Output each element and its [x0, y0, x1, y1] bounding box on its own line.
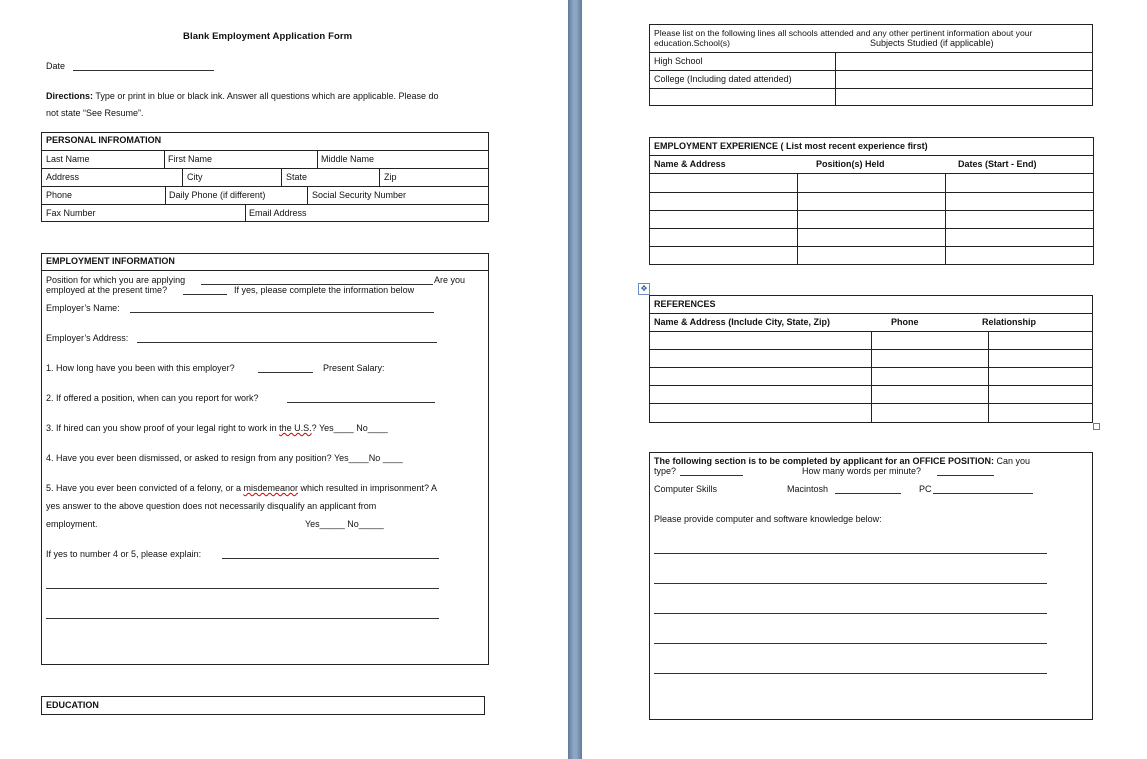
- are-you-label: Are you: [434, 275, 466, 285]
- type-label: type?: [654, 466, 677, 476]
- col-divider: [307, 186, 308, 204]
- explain-input-2[interactable]: [46, 588, 439, 589]
- knowledge-input-5[interactable]: [654, 673, 1047, 674]
- row-divider: [649, 210, 1094, 211]
- wpm-input[interactable]: [937, 475, 994, 476]
- experience-col-position: Position(s) Held: [816, 159, 885, 169]
- date-field[interactable]: [73, 70, 214, 71]
- row-divider: [41, 186, 489, 187]
- knowledge-input-3[interactable]: [654, 613, 1047, 614]
- question-4[interactable]: 4. Have you ever been dismissed, or asked to resign from any position? Yes____No ____: [46, 453, 403, 463]
- row-divider: [649, 192, 1094, 193]
- knowledge-input-4[interactable]: [654, 643, 1047, 644]
- macintosh-input[interactable]: [835, 493, 901, 494]
- page-gutter: [568, 0, 582, 759]
- employer-address-input[interactable]: [137, 342, 437, 343]
- row-divider: [649, 70, 1093, 71]
- col-divider: [317, 150, 318, 168]
- ssn-field[interactable]: Social Security Number: [312, 190, 407, 200]
- office-header-bold: The following section is to be completed by applicant for an OFFICE POSITION:: [654, 456, 995, 466]
- wpm-label: How many words per minute?: [802, 466, 922, 476]
- explain-input-3[interactable]: [46, 618, 439, 619]
- employer-address-label: Employer’s Address:: [46, 333, 129, 343]
- question-5-text-c: which resulted in imprisonment? A: [297, 483, 438, 493]
- experience-header: EMPLOYMENT EXPERIENCE ( List most recent experience first): [654, 141, 928, 151]
- col-divider: [165, 186, 166, 204]
- city-field[interactable]: City: [187, 172, 203, 182]
- directions: [46, 91, 439, 101]
- education-section: [41, 696, 485, 715]
- col-divider: [245, 204, 246, 222]
- employer-name-label: Employer’s Name:: [46, 303, 120, 313]
- phone-field[interactable]: Phone: [46, 190, 73, 200]
- row-divider: [41, 270, 489, 271]
- schools-education-word: education.: [654, 38, 694, 48]
- if-yes-label: If yes, please complete the information below: [234, 285, 415, 295]
- experience-col-name: Name & Address: [654, 159, 726, 169]
- row-divider: [649, 155, 1094, 156]
- question-5-text-a: 5. Have you ever been convicted of a felony, or a: [46, 483, 244, 493]
- personal-info-header: PERSONAL INFROMATION: [46, 135, 162, 145]
- fax-field[interactable]: Fax Number: [46, 208, 96, 218]
- question-5-line-2: yes answer to the above question does not necessarily disqualify an applicant from: [46, 501, 377, 511]
- row-divider: [41, 168, 489, 169]
- middle-name-field[interactable]: Middle Name: [321, 154, 375, 164]
- references-col-relationship: Relationship: [982, 317, 1037, 327]
- question-3: [46, 423, 388, 433]
- employer-name-input[interactable]: [130, 312, 434, 313]
- row-divider: [649, 52, 1093, 53]
- table-resize-handle[interactable]: [1093, 423, 1100, 430]
- state-field[interactable]: State: [286, 172, 308, 182]
- col-divider: [835, 52, 836, 106]
- present-salary-label: Present Salary:: [323, 363, 385, 373]
- directions-text-2: not state “See Resume”.: [46, 108, 144, 118]
- question-5-line-3: employment.: [46, 519, 98, 529]
- first-name-field[interactable]: First Name: [168, 154, 213, 164]
- position-label: Position for which you are applying: [46, 275, 186, 285]
- employed-input[interactable]: [183, 294, 227, 295]
- last-name-field[interactable]: Last Name: [46, 154, 90, 164]
- question-5: [46, 483, 437, 493]
- question-1: 1. How long have you been with this employer?: [46, 363, 235, 373]
- left-page: [0, 0, 568, 759]
- question-2-input[interactable]: [287, 402, 435, 403]
- col-divider: [945, 173, 946, 265]
- question-1-input[interactable]: [258, 372, 313, 373]
- col-divider: [379, 168, 380, 186]
- col-divider: [182, 168, 183, 186]
- col-divider: [988, 331, 989, 423]
- office-header-rest: Can you: [994, 456, 1031, 466]
- type-input[interactable]: [680, 475, 743, 476]
- email-field[interactable]: Email Address: [249, 208, 307, 218]
- question-3-text: 3. If hired can you show proof of your legal right to work in: [46, 423, 280, 433]
- col-divider: [871, 331, 872, 423]
- education-header: EDUCATION: [46, 700, 99, 710]
- form-title: Blank Employment Application Form: [183, 31, 353, 42]
- row-divider: [41, 204, 489, 205]
- computer-skills-label: Computer Skills: [654, 484, 718, 494]
- col-divider: [281, 168, 282, 186]
- zip-field[interactable]: Zip: [384, 172, 397, 182]
- address-field[interactable]: Address: [46, 172, 80, 182]
- schools-instructions: Please list on the following lines all schools attended and any other pertinent information about your: [654, 28, 1033, 38]
- row-divider: [649, 246, 1094, 247]
- col-divider: [797, 173, 798, 265]
- explain-input-1[interactable]: [222, 558, 439, 559]
- office-header: [654, 456, 1030, 466]
- row-divider: [649, 228, 1094, 229]
- question-2: 2. If offered a position, when can you report for work?: [46, 393, 259, 403]
- knowledge-label: Please provide computer and software knowledge below:: [654, 514, 882, 524]
- date-label: Date: [46, 61, 66, 71]
- employed-label: employed at the present time?: [46, 285, 168, 295]
- row-divider: [649, 173, 1094, 174]
- question-5-yes-no[interactable]: Yes_____ No_____: [305, 519, 384, 529]
- schools-column-header: School(s): [693, 38, 730, 48]
- directions-text: Type or print in blue or black ink. Answer all questions which are applicable. Please do: [93, 91, 439, 101]
- pc-label: PC: [919, 484, 932, 494]
- row-divider: [649, 88, 1093, 89]
- college-row[interactable]: College (Including dated attended): [654, 74, 792, 84]
- pc-input[interactable]: [933, 493, 1033, 494]
- knowledge-input-2[interactable]: [654, 583, 1047, 584]
- macintosh-label: Macintosh: [787, 484, 829, 494]
- explain-label: If yes to number 4 or 5, please explain:: [46, 549, 202, 559]
- references-col-phone: Phone: [891, 317, 919, 327]
- references-col-name: Name & Address (Include City, State, Zip): [654, 317, 831, 327]
- high-school-row[interactable]: High School: [654, 56, 703, 66]
- question-3-country: the U.S.: [279, 423, 312, 433]
- knowledge-input-1[interactable]: [654, 553, 1047, 554]
- question-5-misdemeanor: misdemeanor: [243, 483, 298, 493]
- col-divider: [164, 150, 165, 168]
- table-move-handle-icon[interactable]: ✥: [638, 283, 650, 295]
- schools-instructions-2: [654, 38, 730, 48]
- subjects-column-header: Subjects Studied (if applicable): [870, 38, 994, 48]
- employment-info-header: EMPLOYMENT INFORMATION: [46, 256, 175, 266]
- row-divider: [649, 313, 1093, 314]
- directions-label: Directions:: [46, 91, 94, 101]
- experience-col-dates: Dates (Start - End): [958, 159, 1037, 169]
- question-3-yes-no[interactable]: ? Yes____ No____: [311, 423, 388, 433]
- row-divider: [41, 150, 489, 151]
- references-header: REFERENCES: [654, 299, 716, 309]
- daily-phone-field[interactable]: Daily Phone (if different): [169, 190, 266, 200]
